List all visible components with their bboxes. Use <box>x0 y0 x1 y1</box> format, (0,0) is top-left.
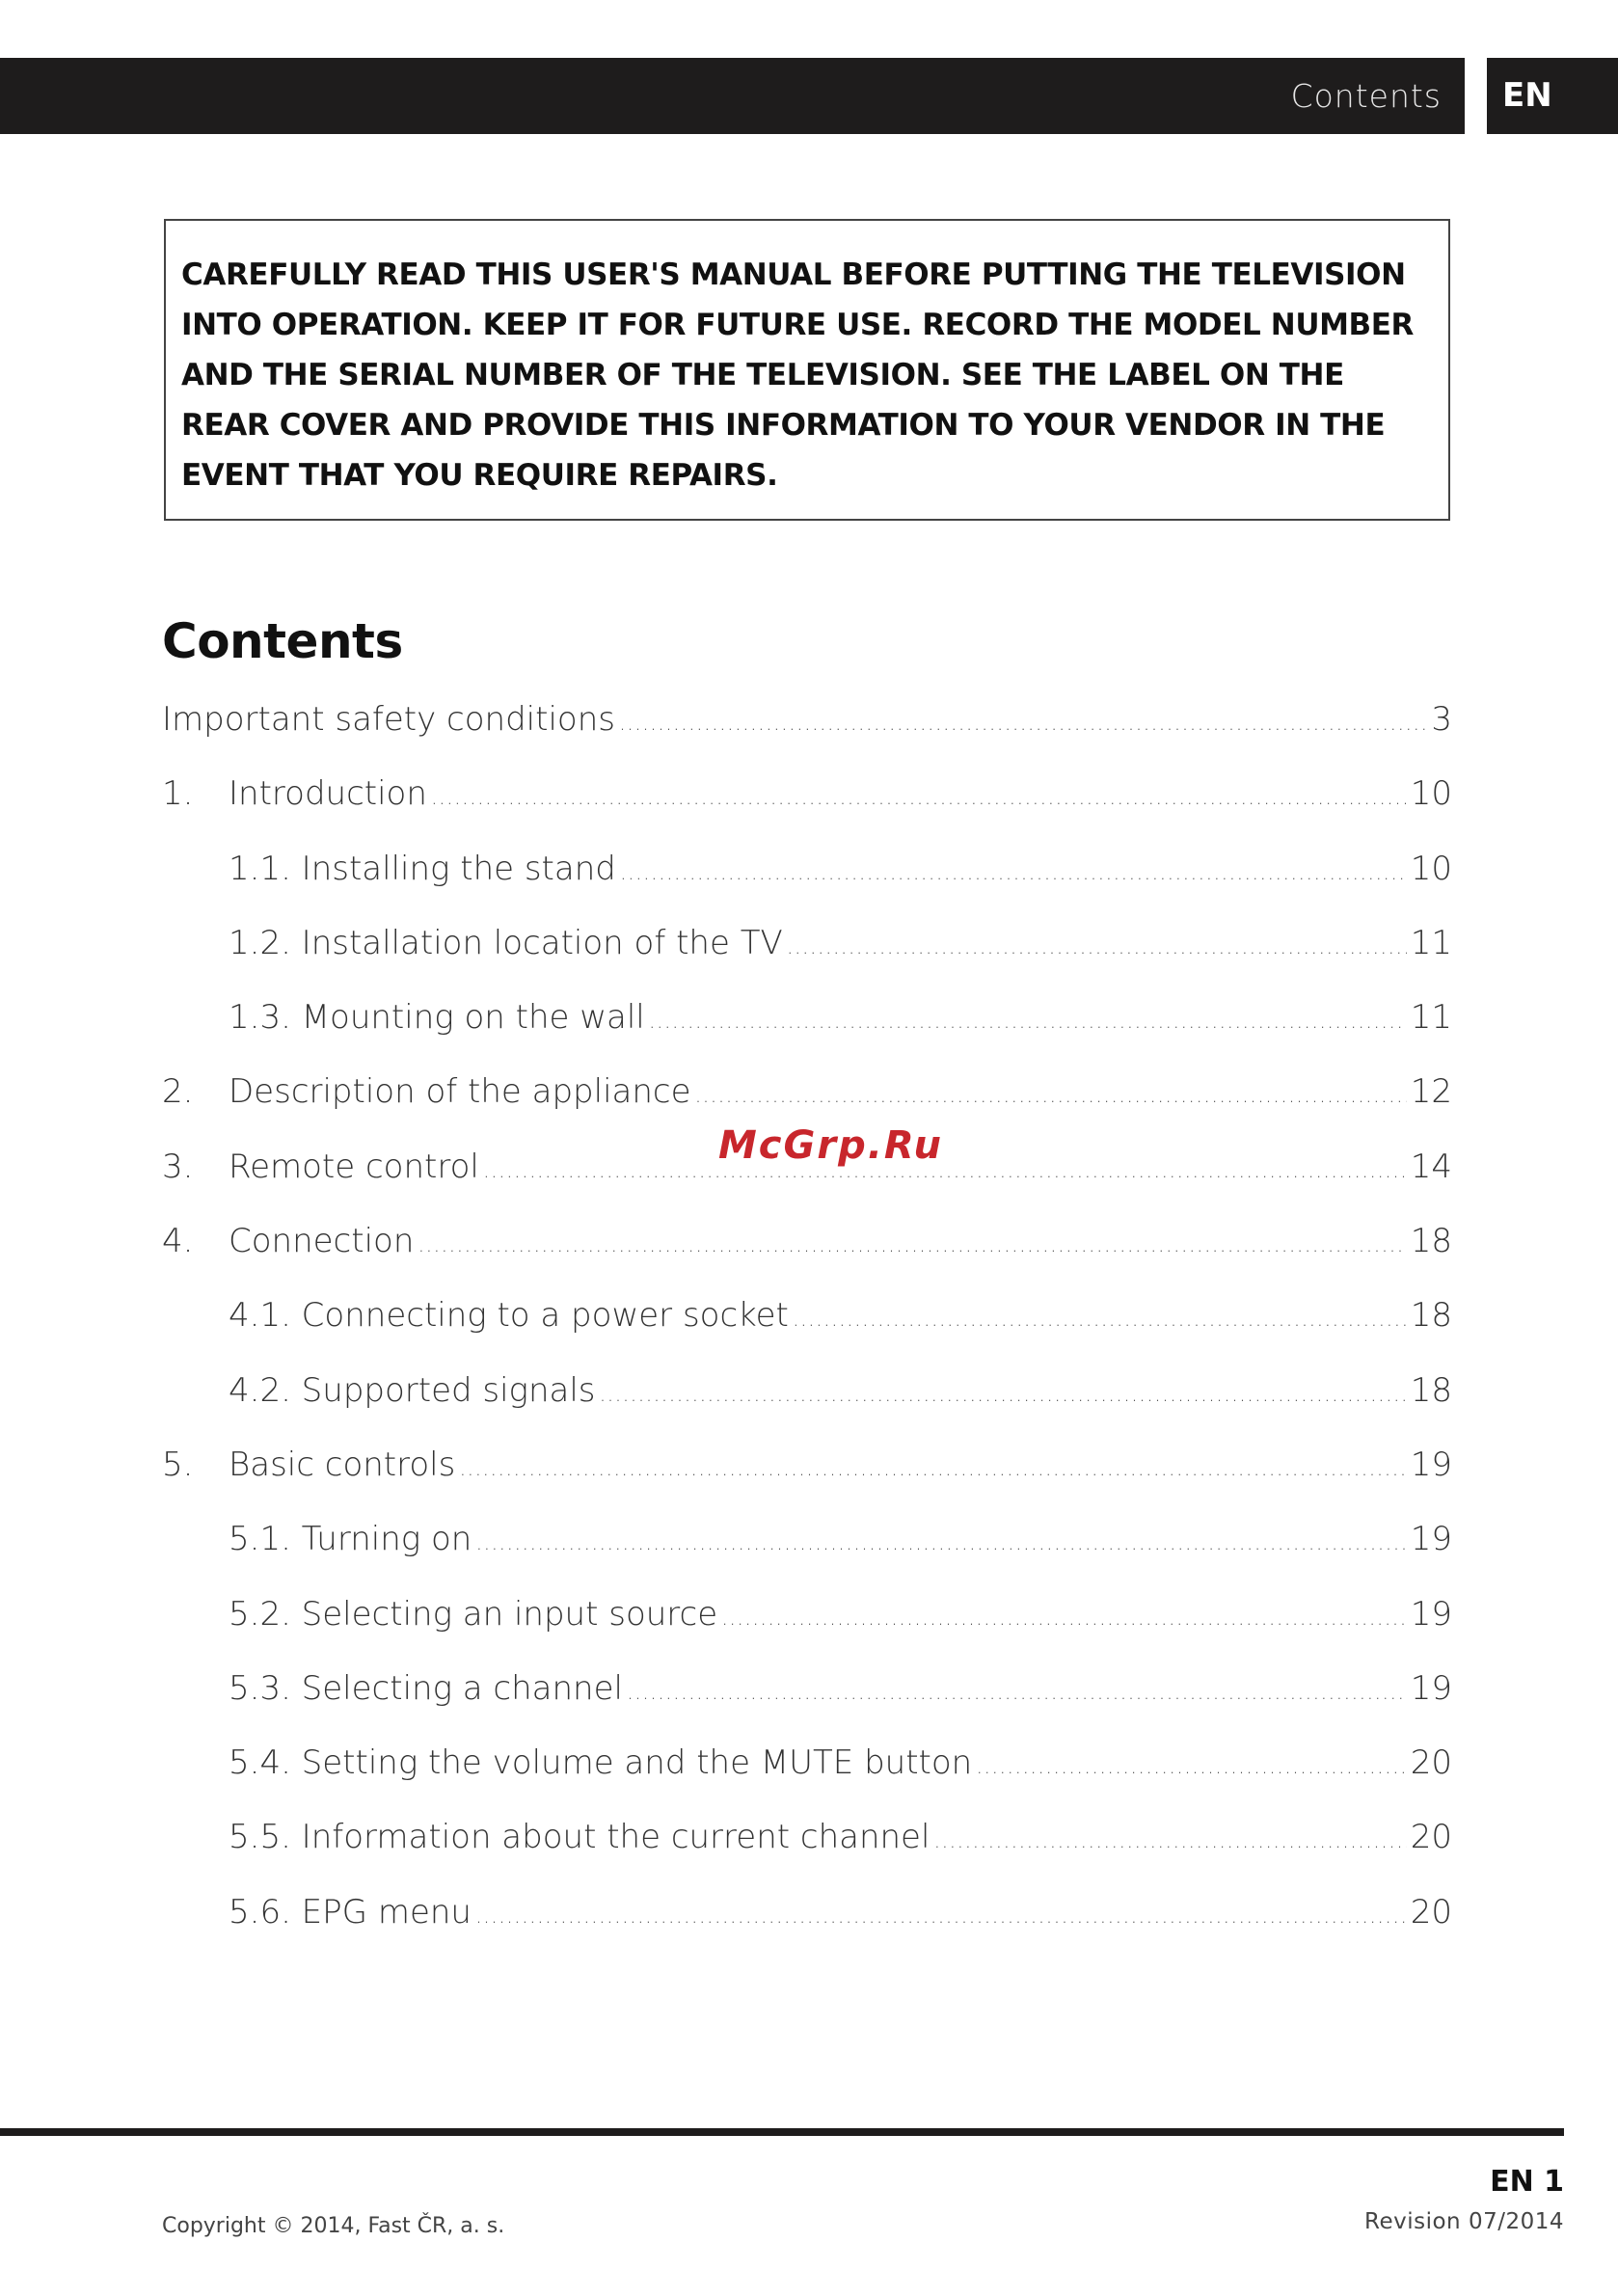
page-number: EN 1 <box>1490 2165 1564 2199</box>
footer-rule <box>0 2128 1564 2136</box>
toc-entry-label: Important safety conditions <box>162 700 615 739</box>
toc-entry[interactable] <box>162 1520 1452 1594</box>
watermark: McGrp.Ru <box>718 1123 943 1168</box>
toc-entry[interactable] <box>162 1371 1452 1445</box>
toc-entry[interactable] <box>162 1893 1452 1967</box>
toc-entry[interactable] <box>162 850 1452 924</box>
toc-leader-dots <box>976 1755 1407 1779</box>
toc-entry-label: Remote control <box>229 1147 479 1186</box>
toc-leader-dots <box>475 1531 1406 1555</box>
language-tab <box>1487 58 1618 134</box>
toc-leader-dots <box>418 1233 1406 1257</box>
toc-leader-dots <box>475 1904 1407 1929</box>
toc-entry[interactable] <box>162 700 1452 774</box>
table-of-contents <box>162 700 1452 1967</box>
toc-entry-page: 19 <box>1410 1594 1452 1634</box>
language-code: EN <box>1502 76 1552 115</box>
toc-leader-dots <box>627 1681 1407 1705</box>
toc-entry-number: 3. <box>162 1147 194 1186</box>
toc-entry-page: 10 <box>1410 849 1452 888</box>
toc-entry[interactable] <box>162 1669 1452 1743</box>
toc-entry-page: 11 <box>1410 923 1452 962</box>
toc-leader-dots <box>787 935 1407 959</box>
toc-leader-dots <box>649 1010 1407 1034</box>
toc-entry-number: 1. <box>162 774 194 814</box>
toc-entry-page: 19 <box>1410 1445 1452 1484</box>
toc-entry-page: 12 <box>1410 1072 1452 1112</box>
toc-leader-dots <box>793 1308 1407 1332</box>
toc-entry[interactable] <box>162 1818 1452 1892</box>
toc-leader-dots <box>600 1383 1407 1407</box>
toc-leader-dots <box>620 861 1407 885</box>
toc-entry-page: 20 <box>1410 1743 1452 1783</box>
warning-notice-box <box>164 219 1450 521</box>
toc-leader-dots <box>933 1829 1406 1853</box>
toc-entry-page: 20 <box>1410 1892 1452 1931</box>
toc-entry-page: 19 <box>1410 1520 1452 1559</box>
toc-entry[interactable] <box>162 1595 1452 1669</box>
header-bar <box>0 58 1465 134</box>
toc-entry-page: 18 <box>1410 1222 1452 1261</box>
toc-entry[interactable] <box>162 998 1452 1072</box>
toc-entry-page: 11 <box>1410 998 1452 1038</box>
toc-leader-dots <box>459 1457 1406 1481</box>
toc-leader-dots <box>431 786 1407 810</box>
toc-entry-label: 5.4. Setting the volume and the MUTE button <box>229 1743 973 1783</box>
toc-entry[interactable] <box>162 1743 1452 1818</box>
toc-entry-label: 1.3. Mounting on the wall <box>229 998 645 1038</box>
toc-leader-dots <box>619 712 1427 736</box>
toc-entry-number: 4. <box>162 1222 194 1261</box>
toc-entry-label: Description of the appliance <box>229 1072 691 1112</box>
toc-entry-label: Connection <box>229 1222 415 1261</box>
toc-leader-dots <box>695 1084 1407 1108</box>
toc-entry-number: 2. <box>162 1072 194 1112</box>
toc-entry-label: Introduction <box>229 774 427 814</box>
toc-heading: Contents <box>162 613 403 669</box>
toc-entry-label: 1.2. Installation location of the TV <box>229 923 783 962</box>
toc-entry-label: 5.5. Information about the current channel <box>229 1818 930 1857</box>
toc-leader-dots <box>483 1159 1407 1183</box>
toc-entry-label: 4.1. Connecting to a power socket <box>229 1296 789 1336</box>
toc-entry[interactable] <box>162 924 1452 998</box>
toc-entry-label: 5.3. Selecting a channel <box>229 1668 623 1708</box>
toc-entry-label: 5.2. Selecting an input source <box>229 1594 718 1634</box>
toc-leader-dots <box>721 1607 1407 1631</box>
toc-entry-label: 5.6. EPG menu <box>229 1892 472 1931</box>
toc-entry-page: 18 <box>1410 1370 1452 1410</box>
toc-entry-page: 19 <box>1410 1668 1452 1708</box>
toc-entry-page: 14 <box>1410 1147 1452 1186</box>
toc-entry-page: 3 <box>1431 700 1452 739</box>
header-section-title: Contents <box>1290 77 1442 115</box>
toc-entry[interactable] <box>162 1222 1452 1296</box>
toc-entry-label: Basic controls <box>229 1445 456 1484</box>
toc-entry-page: 10 <box>1410 774 1452 814</box>
toc-entry-page: 20 <box>1410 1818 1452 1857</box>
toc-entry[interactable] <box>162 1296 1452 1370</box>
copyright-text: Copyright © 2014, Fast ČR, a. s. <box>162 2214 505 2238</box>
toc-entry-page: 18 <box>1410 1296 1452 1336</box>
toc-entry[interactable] <box>162 774 1452 849</box>
revision-text: Revision 07/2014 <box>1364 2209 1564 2234</box>
toc-entry-label: 4.2. Supported signals <box>229 1370 596 1410</box>
toc-entry[interactable] <box>162 1445 1452 1520</box>
toc-entry-label: 5.1. Turning on <box>229 1520 472 1559</box>
toc-entry-number: 5. <box>162 1445 194 1484</box>
toc-entry-label: 1.1. Installing the stand <box>229 849 616 888</box>
warning-notice-text: CAREFULLY READ THIS USER'S MANUAL BEFORE PUTTING THE TELEVISION INTO OPERATION. KEEP IT FOR FUTURE USE. RECORD THE MODEL NUMBER AND THE SERIAL NUMBER OF THE TELEVISION. SEE THE LABEL ON THE REAR COVER AND PROVIDE THIS INFORMATION TO YOUR VENDOR IN THE EVENT THAT YOU REQUIRE REPAIRS. <box>181 257 1415 493</box>
